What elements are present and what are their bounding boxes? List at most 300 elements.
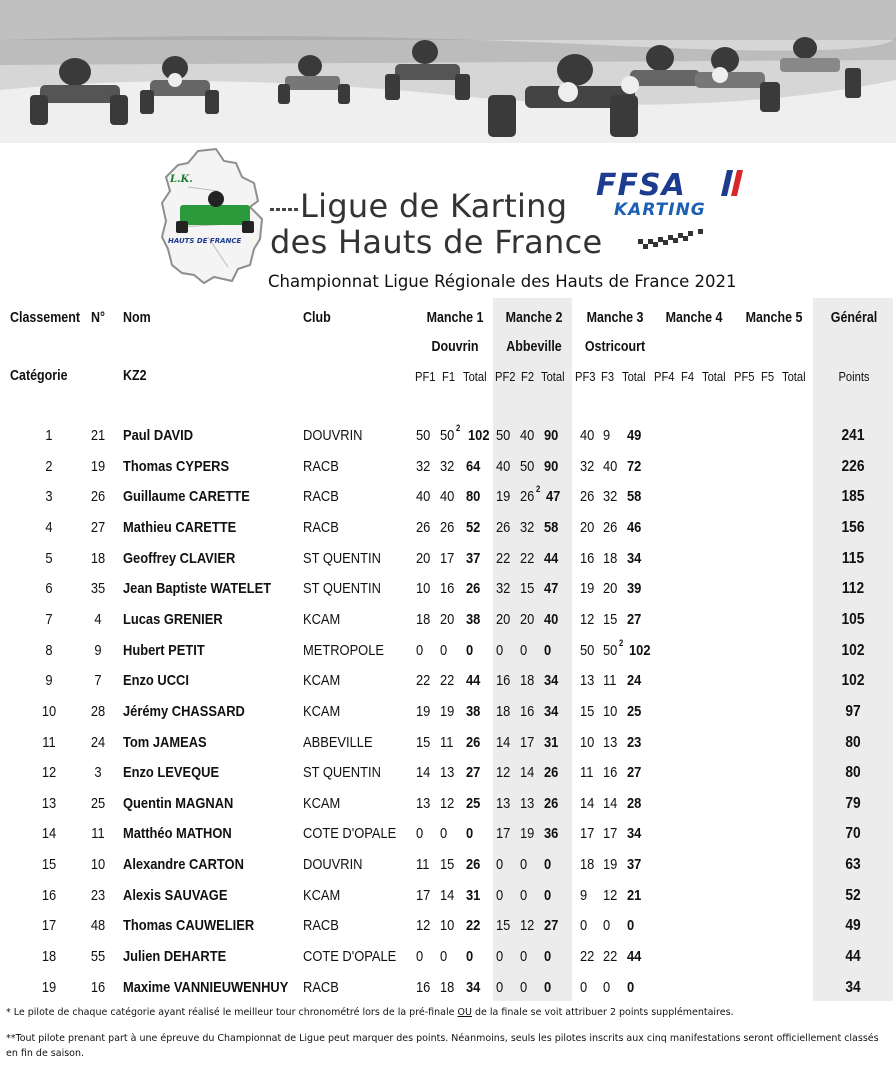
- row-m2-total: 44: [544, 549, 559, 567]
- row-m1-total: 22: [466, 917, 481, 935]
- row-m3-pf: 18: [580, 856, 595, 874]
- row-general-points: 226: [841, 457, 865, 475]
- row-m1-total: 31: [466, 886, 481, 904]
- row-m1-f: 12: [440, 794, 455, 812]
- tricolor-stripe-icon: [721, 170, 743, 196]
- row-m3-f: 13: [603, 733, 618, 751]
- row-m2-f: 16: [520, 702, 535, 720]
- sub-f3: F3: [601, 369, 615, 384]
- row-club: KCAM: [303, 702, 341, 720]
- row-m2-total: 31: [544, 733, 559, 751]
- row-m3-total: 37: [627, 856, 642, 874]
- row-rank: 5: [45, 549, 53, 567]
- row-m3-pf: 26: [580, 488, 595, 506]
- row-driver-name: Paul DAVID: [123, 427, 194, 444]
- row-m2-f: 0: [520, 641, 528, 659]
- row-m3-f: 9: [603, 427, 611, 444]
- row-club: COTE D'OPALE: [303, 825, 397, 843]
- row-m1-pf: 15: [416, 733, 431, 751]
- row-club: METROPOLE: [303, 641, 385, 659]
- row-m1-f: 15: [440, 856, 455, 874]
- row-m3-pf: 0: [580, 917, 588, 935]
- row-m1-f: 32: [440, 457, 455, 475]
- row-m3-f: 26: [603, 518, 618, 536]
- header-general: Général: [830, 310, 878, 326]
- row-general-points: 112: [841, 580, 865, 598]
- sub-total5: Total: [782, 369, 806, 384]
- row-m3-f: 18: [603, 549, 618, 567]
- sub-points: Points: [838, 369, 870, 384]
- row-driver-name: Lucas GRENIER: [123, 610, 223, 628]
- row-m2-pf: 17: [496, 825, 511, 843]
- row-rank: 13: [41, 794, 57, 812]
- row-number: 35: [90, 580, 106, 598]
- row-number: 10: [90, 856, 106, 874]
- row-m2-total: 0: [544, 886, 552, 904]
- row-m2-pf: 0: [496, 978, 504, 996]
- row-m1-pf: 0: [416, 825, 424, 843]
- row-m1-total: 0: [466, 948, 474, 966]
- row-m1-total: 64: [466, 457, 481, 475]
- header-manche1: Manche 1: [426, 310, 484, 326]
- row-m1-f: 0: [440, 825, 448, 843]
- row-m3-f: 17: [603, 825, 618, 843]
- row-m3-f: 0: [603, 917, 611, 935]
- sub-pf1: PF1: [415, 369, 436, 384]
- header-lieu3: Ostricourt: [584, 339, 646, 355]
- row-m2-pf: 32: [496, 580, 511, 598]
- row-rank: 3: [45, 488, 53, 506]
- row-general-points: 97: [845, 702, 861, 720]
- row-rank: 8: [45, 641, 53, 659]
- row-club: ST QUENTIN: [303, 549, 381, 567]
- row-driver-name: Matthéo MATHON: [123, 825, 232, 843]
- row-m1-f: 26: [440, 518, 455, 536]
- row-m1-total: 26: [466, 580, 481, 598]
- row-m3-f: 10: [603, 702, 618, 720]
- footnote-1: [6, 1005, 734, 1020]
- row-m2-total: 27: [544, 917, 559, 935]
- row-m1-f: 20: [440, 610, 455, 628]
- row-club: KCAM: [303, 886, 341, 904]
- row-m1-f: 10: [440, 917, 455, 935]
- row-driver-name: Guillaume CARETTE: [123, 488, 250, 506]
- row-general-points: 63: [845, 856, 861, 874]
- row-number: 55: [90, 948, 106, 966]
- row-m2-pf: 22: [496, 549, 511, 567]
- row-general-points: 105: [841, 610, 865, 628]
- row-m2-pf: 20: [496, 610, 511, 628]
- header-club: Club: [303, 310, 331, 326]
- row-rank: 6: [45, 580, 53, 598]
- row-m3-total: 25: [627, 702, 642, 720]
- row-club: ST QUENTIN: [303, 764, 381, 782]
- row-m2-total: 0: [544, 948, 552, 966]
- row-number: 9: [94, 641, 102, 659]
- footnote-1-ou: OU: [457, 1007, 472, 1018]
- row-m3-total: 58: [627, 488, 642, 506]
- row-m3-total: 0: [627, 978, 635, 996]
- row-general-points: 79: [845, 794, 861, 812]
- row-general-points: 156: [841, 518, 865, 536]
- row-m1-total: 0: [466, 641, 474, 659]
- row-number: 7: [94, 672, 102, 690]
- row-m3-f: 19: [603, 856, 618, 874]
- row-m1-total: 25: [466, 794, 481, 812]
- row-m2-f: 0: [520, 886, 528, 904]
- row-m3-pf: 12: [580, 610, 595, 628]
- row-rank: 12: [41, 764, 57, 782]
- row-driver-name: Geoffrey CLAVIER: [123, 549, 236, 567]
- row-m2-f: 17: [520, 733, 535, 751]
- footnote-1-text-a: * Le pilote de chaque catégorie ayant réalisé le meilleur tour chronométré lors de la pré-finale: [6, 1007, 458, 1018]
- row-general-points: 52: [845, 886, 861, 904]
- row-m2-total: 26: [544, 764, 559, 782]
- row-driver-name: Jérémy CHASSARD: [123, 702, 245, 720]
- row-m2-f: 0: [520, 948, 528, 966]
- row-driver-name: Maxime VANNIEUWENHUY: [123, 978, 289, 996]
- row-m3-pf: 17: [580, 825, 595, 843]
- row-m1-pf: 13: [416, 794, 431, 812]
- row-rank: 17: [41, 917, 57, 935]
- row-m1-pf: 32: [416, 457, 431, 475]
- row-rank: 10: [41, 702, 57, 720]
- row-m2-f: 18: [520, 672, 535, 690]
- row-m1-total: 102: [468, 427, 490, 444]
- row-m3-f: 0: [603, 978, 611, 996]
- row-m1-pf: 0: [416, 948, 424, 966]
- row-m1-f: 50: [440, 427, 455, 444]
- row-m1-pf: 12: [416, 917, 431, 935]
- row-m3-f: 40: [603, 457, 618, 475]
- sub-total1: Total: [463, 369, 487, 384]
- row-m3-total: 28: [627, 794, 642, 812]
- ligue-title-logo: [270, 183, 630, 263]
- footnote-2-text: **Tout pilote prenant part à une épreuve du Championnat de Ligue peut marquer des points. Néanmoins, seuls les pilotes inscrits aux cinq manifestations seront officiellement classés en fin de saison.: [6, 1033, 879, 1059]
- row-m1-f: 0: [440, 948, 448, 966]
- ffsa-karting-logo: [596, 168, 746, 224]
- sub-f1: F1: [442, 369, 456, 384]
- row-m1-pf: 22: [416, 672, 431, 690]
- row-m1-f: 22: [440, 672, 455, 690]
- row-driver-name: Quentin MAGNAN: [123, 794, 234, 812]
- row-rank: 15: [41, 856, 57, 874]
- row-m2-pf: 0: [496, 886, 504, 904]
- row-m1-pf: 50: [416, 427, 431, 444]
- row-general-points: 241: [841, 427, 865, 444]
- row-m1-pf: 0: [416, 641, 424, 659]
- row-driver-name: Enzo LEVEQUE: [123, 764, 220, 782]
- row-m1-total: 44: [466, 672, 481, 690]
- row-m1-f: 18: [440, 978, 455, 996]
- row-m1-f: 0: [440, 641, 448, 659]
- row-m2-f: 50: [520, 457, 535, 475]
- row-m3-pf: 20: [580, 518, 595, 536]
- row-m3-total: 34: [627, 549, 642, 567]
- row-m2-total: 47: [546, 488, 561, 506]
- row-m3-total: 102: [629, 641, 651, 659]
- row-m2-f: 40: [520, 427, 535, 444]
- header-banner-image: [0, 0, 896, 143]
- sub-f2: F2: [521, 369, 535, 384]
- row-general-points: 102: [841, 672, 865, 690]
- row-m1-total: 26: [466, 733, 481, 751]
- row-m2-pf: 19: [496, 488, 511, 506]
- row-number: 25: [90, 794, 106, 812]
- row-m1-f: 14: [440, 886, 455, 904]
- row-general-points: 44: [845, 948, 861, 966]
- row-m2-total: 26: [544, 794, 559, 812]
- row-m1-total: 34: [466, 978, 481, 996]
- row-number: 24: [90, 733, 106, 751]
- row-m3-f: 14: [603, 794, 618, 812]
- row-m2-f: 19: [520, 825, 535, 843]
- row-general-points: 49: [845, 917, 861, 935]
- row-rank: 18: [41, 948, 57, 966]
- sub-total4: Total: [702, 369, 726, 384]
- row-m1-pf: 10: [416, 580, 431, 598]
- row-m3-bonus-mark: 2: [619, 637, 624, 648]
- sub-pf5: PF5: [734, 369, 755, 384]
- row-m3-total: 39: [627, 580, 642, 598]
- row-m2-total: 0: [544, 856, 552, 874]
- header-numero: N°: [91, 310, 106, 326]
- row-m2-f: 14: [520, 764, 535, 782]
- row-m3-total: 46: [627, 518, 642, 536]
- row-m1-total: 0: [466, 825, 474, 843]
- row-number: 3: [94, 764, 102, 782]
- row-number: 11: [91, 825, 105, 843]
- header-manche4: Manche 4: [665, 310, 723, 326]
- ligue-title-line1: Ligue de Karting: [300, 187, 568, 225]
- row-driver-name: Julien DEHARTE: [123, 948, 227, 966]
- row-m3-total: 27: [627, 764, 642, 782]
- header-manche2: Manche 2: [505, 310, 563, 326]
- row-m2-f: 0: [520, 856, 528, 874]
- row-m2-f: 15: [520, 580, 535, 598]
- header-nom: Nom: [123, 310, 151, 326]
- row-general-points: 185: [841, 488, 865, 506]
- row-driver-name: Thomas CYPERS: [123, 457, 230, 475]
- row-m1-f: 40: [440, 488, 455, 506]
- checkered-flag-icon: [638, 227, 714, 249]
- row-rank: 11: [42, 733, 56, 751]
- row-club: RACB: [303, 917, 339, 935]
- row-m2-pf: 26: [496, 518, 511, 536]
- row-m1-total: 38: [466, 610, 481, 628]
- row-m3-f: 22: [603, 948, 618, 966]
- sub-pf4: PF4: [654, 369, 675, 384]
- row-m3-total: 27: [627, 610, 642, 628]
- row-m1-f: 17: [440, 549, 455, 567]
- row-driver-name: Thomas CAUWELIER: [123, 917, 255, 935]
- sub-f5: F5: [761, 369, 775, 384]
- row-m2-total: 90: [544, 457, 559, 475]
- row-club: COTE D'OPALE: [303, 948, 397, 966]
- row-rank: 7: [45, 610, 53, 628]
- row-m2-pf: 50: [496, 427, 511, 444]
- row-club: DOUVRIN: [303, 427, 363, 444]
- sub-pf2: PF2: [495, 369, 516, 384]
- row-club: RACB: [303, 488, 339, 506]
- row-m1-total: 38: [466, 702, 481, 720]
- row-m2-pf: 15: [496, 917, 511, 935]
- row-m3-total: 21: [627, 886, 642, 904]
- row-club: RACB: [303, 457, 339, 475]
- row-m3-total: 34: [627, 825, 642, 843]
- row-number: 27: [90, 518, 106, 536]
- row-driver-name: Alexandre CARTON: [123, 856, 244, 874]
- row-m2-f: 32: [520, 518, 535, 536]
- row-general-points: 34: [845, 978, 861, 996]
- row-m3-pf: 11: [580, 764, 594, 782]
- row-m2-total: 36: [544, 825, 559, 843]
- row-driver-name: Tom JAMEAS: [123, 733, 207, 751]
- footnote-2: [6, 1031, 890, 1061]
- ligue-title-line2: des Hauts de France: [270, 223, 603, 261]
- header-lieu2: Abbeville: [506, 339, 562, 355]
- row-club: KCAM: [303, 794, 341, 812]
- manche2-column-band: [493, 298, 572, 1001]
- row-m2-pf: 12: [496, 764, 511, 782]
- row-m2-f: 13: [520, 794, 535, 812]
- row-club: ABBEVILLE: [303, 733, 373, 751]
- header-manche3: Manche 3: [586, 310, 644, 326]
- ffsa-wordmark: FFSA: [596, 168, 686, 203]
- row-m3-pf: 22: [580, 948, 595, 966]
- row-m2-total: 34: [544, 672, 559, 690]
- ffsa-karting-label: KARTING: [614, 200, 706, 220]
- row-general-points: 80: [845, 733, 861, 751]
- row-m2-total: 0: [544, 641, 552, 659]
- row-number: 18: [90, 549, 106, 567]
- row-rank: 14: [41, 825, 57, 843]
- header-categorie: Catégorie: [10, 368, 68, 384]
- row-m2-total: 90: [544, 427, 559, 444]
- row-m1-total: 52: [466, 518, 481, 536]
- row-number: 48: [90, 917, 106, 935]
- row-m1-total: 80: [466, 488, 481, 506]
- row-m2-bonus-mark: 2: [536, 484, 541, 495]
- row-m3-pf: 50: [580, 641, 595, 659]
- row-m1-f: 11: [440, 733, 454, 751]
- row-m2-pf: 0: [496, 856, 504, 874]
- row-number: 16: [90, 978, 106, 996]
- row-club: RACB: [303, 518, 339, 536]
- row-m3-pf: 19: [580, 580, 595, 598]
- sub-pf3: PF3: [575, 369, 596, 384]
- row-rank: 1: [45, 427, 53, 444]
- row-m1-total: 26: [466, 856, 481, 874]
- row-m3-total: 49: [627, 427, 642, 444]
- row-m1-pf: 26: [416, 518, 431, 536]
- row-driver-name: Jean Baptiste WATELET: [123, 580, 272, 598]
- row-club: DOUVRIN: [303, 856, 363, 874]
- row-club: KCAM: [303, 610, 341, 628]
- row-m3-f: 16: [603, 764, 618, 782]
- row-m1-pf: 16: [416, 978, 431, 996]
- row-m3-f: 15: [603, 610, 618, 628]
- row-m1-pf: 20: [416, 549, 431, 567]
- row-m2-pf: 16: [496, 672, 511, 690]
- row-number: 4: [94, 610, 102, 628]
- row-m2-pf: 0: [496, 641, 504, 659]
- header-lieu1: Douvrin: [431, 339, 479, 355]
- row-m1-total: 37: [466, 549, 481, 567]
- row-general-points: 102: [841, 641, 865, 659]
- row-m2-pf: 18: [496, 702, 511, 720]
- row-m2-total: 0: [544, 978, 552, 996]
- row-m3-total: 0: [627, 917, 635, 935]
- row-m2-f: 22: [520, 549, 535, 567]
- row-m2-total: 58: [544, 518, 559, 536]
- row-m3-pf: 0: [580, 978, 588, 996]
- row-general-points: 80: [845, 764, 861, 782]
- row-driver-name: Mathieu CARETTE: [123, 518, 237, 536]
- speed-lines-icon: [270, 205, 302, 215]
- header-manche5: Manche 5: [745, 310, 803, 326]
- row-m3-pf: 13: [580, 672, 595, 690]
- row-m2-pf: 40: [496, 457, 511, 475]
- row-m3-pf: 40: [580, 427, 595, 444]
- row-m3-total: 72: [627, 457, 642, 475]
- row-m3-pf: 16: [580, 549, 595, 567]
- row-m2-f: 26: [520, 488, 535, 506]
- row-m2-f: 20: [520, 610, 535, 628]
- row-rank: 2: [45, 457, 53, 475]
- row-number: 23: [90, 886, 106, 904]
- row-number: 28: [90, 702, 106, 720]
- row-m3-pf: 14: [580, 794, 595, 812]
- row-club: ST QUENTIN: [303, 580, 381, 598]
- row-number: 21: [90, 427, 106, 444]
- sub-total3: Total: [622, 369, 646, 384]
- row-m1-pf: 18: [416, 610, 431, 628]
- row-m1-pf: 14: [416, 764, 431, 782]
- championship-title: Championnat Ligue Régionale des Hauts de France 2021: [268, 272, 737, 291]
- row-rank: 4: [45, 518, 53, 536]
- row-m1-pf: 17: [416, 886, 431, 904]
- lk-label: L.K.: [170, 174, 193, 185]
- row-driver-name: Alexis SAUVAGE: [123, 886, 228, 904]
- row-m3-f: 12: [603, 886, 618, 904]
- row-m3-pf: 9: [580, 886, 588, 904]
- row-m3-f: 20: [603, 580, 618, 598]
- row-m2-pf: 13: [496, 794, 511, 812]
- row-m2-pf: 14: [496, 733, 511, 751]
- row-driver-name: Enzo UCCI: [123, 672, 189, 690]
- row-general-points: 70: [845, 825, 861, 843]
- ligue-map-logo: [158, 147, 268, 285]
- row-m1-f: 13: [440, 764, 455, 782]
- row-m3-pf: 32: [580, 457, 595, 475]
- row-m3-f: 11: [603, 672, 617, 690]
- sub-f4: F4: [681, 369, 695, 384]
- row-m3-total: 44: [627, 948, 642, 966]
- row-club: RACB: [303, 978, 339, 996]
- row-m1-bonus-mark: 2: [456, 423, 461, 433]
- row-m3-total: 24: [627, 672, 642, 690]
- row-m1-pf: 40: [416, 488, 431, 506]
- map-region-label: HAUTS DE FRANCE: [168, 237, 242, 245]
- row-m3-pf: 15: [580, 702, 595, 720]
- row-m2-f: 0: [520, 978, 528, 996]
- row-m1-f: 19: [440, 702, 455, 720]
- row-rank: 16: [41, 886, 57, 904]
- row-club: KCAM: [303, 672, 341, 690]
- header-categorie-value: KZ2: [123, 368, 147, 384]
- sub-total2: Total: [541, 369, 565, 384]
